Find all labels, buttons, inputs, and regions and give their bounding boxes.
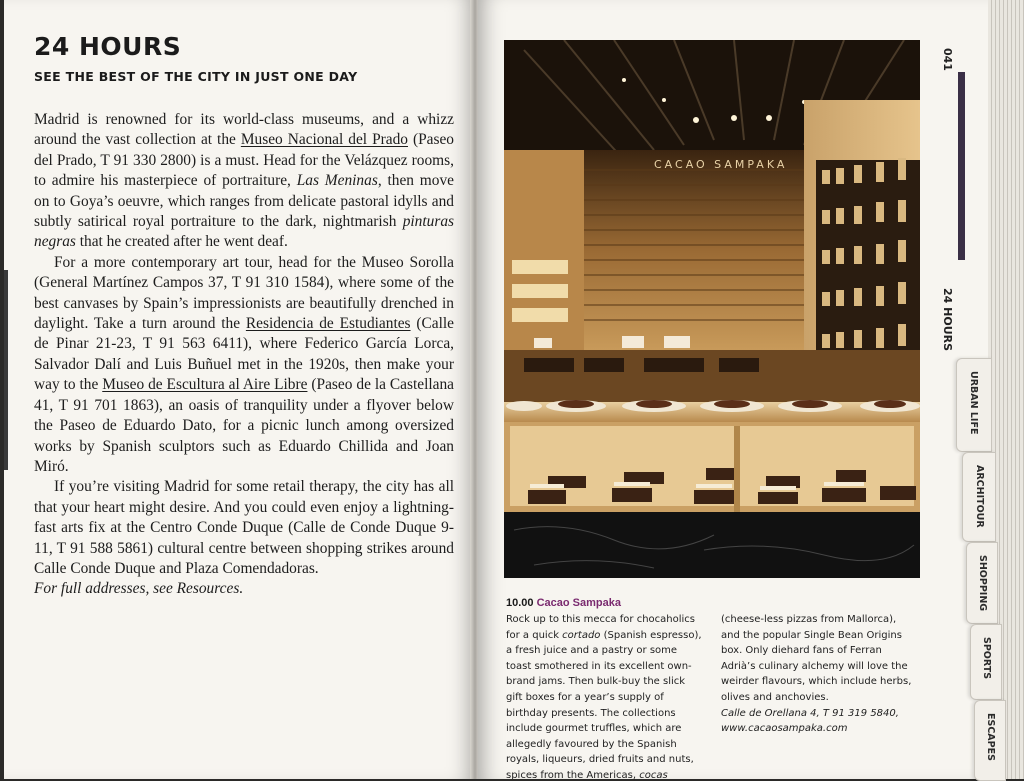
venue-address: Calle de Orellana 4, T 91 319 5840, xyxy=(721,707,899,719)
link-residencia[interactable]: Residencia de Estudiantes xyxy=(245,315,411,333)
caption-venue-name: Cacao Sampaka xyxy=(536,597,621,609)
italic-term: cortado xyxy=(562,629,601,641)
caption-column-2 xyxy=(721,612,917,737)
tab-urban-life[interactable] xyxy=(956,358,992,452)
tab-architour[interactable] xyxy=(962,452,996,542)
italic-title: Las Meninas xyxy=(296,172,378,190)
right-page xyxy=(478,0,988,779)
shop-interior-illustration xyxy=(504,40,920,578)
text-run: Madrid is renowned for its world-class museums, and a whizz around the vast collection at the xyxy=(34,111,454,149)
text-run: (Spanish espresso), a fresh juice and a pastry or some toast smothered in its excellent own-brand jams. Then bulk-buy the slick gift boxes for a year’s supply of birthday presents. The collections include gourmet truffles, which are allegedly favoured by the Spanish royals, liqueurs, dried fruits and nuts, spices from the Americas, xyxy=(506,629,702,779)
tab-sports[interactable] xyxy=(970,624,1002,700)
tab-label: SHOPPING xyxy=(977,555,988,612)
page-title: 24 HOURS xyxy=(34,32,182,61)
caption-column-1 xyxy=(506,612,702,779)
shop-sign: CACAO SAMPAKA xyxy=(654,158,788,171)
tab-label: URBAN LIFE xyxy=(968,371,979,435)
text-run: , then move on to Goya’s oeuvre, which ranges from delicate pastoral idylls and subtly satirical royal portraiture to the dark, nightmarish xyxy=(34,172,455,231)
text-run: For a more contemporary art tour, head for the Museo Sorolla (General Martínez Campos 37, T 91 310 1584), where some of the best canvases by Spain’s impressionists are beautifully drenched in daylight. Take a turn around the xyxy=(34,253,454,333)
italic-term: cocas xyxy=(639,769,668,779)
caption-heading xyxy=(506,597,621,609)
italic-title: pinturas negras xyxy=(34,213,454,251)
current-section-label: 24 HOURS xyxy=(941,288,954,352)
paragraph-3: If you’re visiting Madrid for some retail therapy, the city has all that your heart might desire. And you could even enjoy a lightning-fast arts fix at the Centro Conde Duque (Calle de Conde Duque 9-11, T 91 588 5861) cultural centre between shopping strikes around Calle Conde Duque and Plaza Comendadoras. xyxy=(34,478,454,577)
text-run: that he created after he went deaf. xyxy=(75,233,288,251)
resources-note: For full addresses, see Resources. xyxy=(34,580,244,598)
page-number: 041 xyxy=(941,48,954,71)
article-body xyxy=(34,110,454,600)
paragraph-2 xyxy=(34,253,454,477)
tab-shopping[interactable] xyxy=(966,542,998,624)
paragraph-1 xyxy=(34,110,454,253)
text-run: (Calle de Pinar 21-23, T 91 563 6411), where Federico García Lorca, Salvador Dalí and Luis Buñuel met in the 1920s, then make your way to the xyxy=(34,315,455,394)
link-museo-escultura[interactable]: Museo de Escultura al Aire Libre xyxy=(102,376,308,394)
text-run: (Paseo de la Castellana 41, T 91 701 1863), an oasis of tranquility under a flyover below the Paseo de Eduardo Dato, for a picnic lunch among oversized works by Spanish sculptors such as Eduardo Chillida and Joan Miró. xyxy=(34,376,454,475)
text-run: Rock up to this mecca for chocaholics for a quick xyxy=(506,614,696,641)
text-run: (Paseo del Prado, T 91 330 2800) is a must. Head for the Velázquez rooms, to admire his masterpiece of portraiture, xyxy=(34,131,455,190)
tab-label: SPORTS xyxy=(981,637,992,680)
tab-label: ESCAPES xyxy=(985,713,996,761)
left-page xyxy=(4,0,474,779)
caption-time: 10.00 xyxy=(506,597,534,609)
section-tabs xyxy=(956,0,1024,779)
link-museo-prado[interactable]: Museo Nacional del Prado xyxy=(240,131,408,149)
tab-escapes[interactable] xyxy=(974,700,1006,781)
tab-label: ARCHITOUR xyxy=(974,465,985,528)
venue-url[interactable]: www.cacaosampaka.com xyxy=(721,723,848,735)
page-edge-mark xyxy=(4,270,8,470)
page-subtitle: SEE THE BEST OF THE CITY IN JUST ONE DAY xyxy=(34,69,358,84)
shop-photo xyxy=(504,40,920,578)
text-run: (cheese-less pizzas from Mallorca), and the popular Single Bean Origins box. Only diehard fans of Ferran Adrià’s culinary alchemy will love the weirder flavours, which include herbs, olives and anchovies. xyxy=(721,614,912,703)
